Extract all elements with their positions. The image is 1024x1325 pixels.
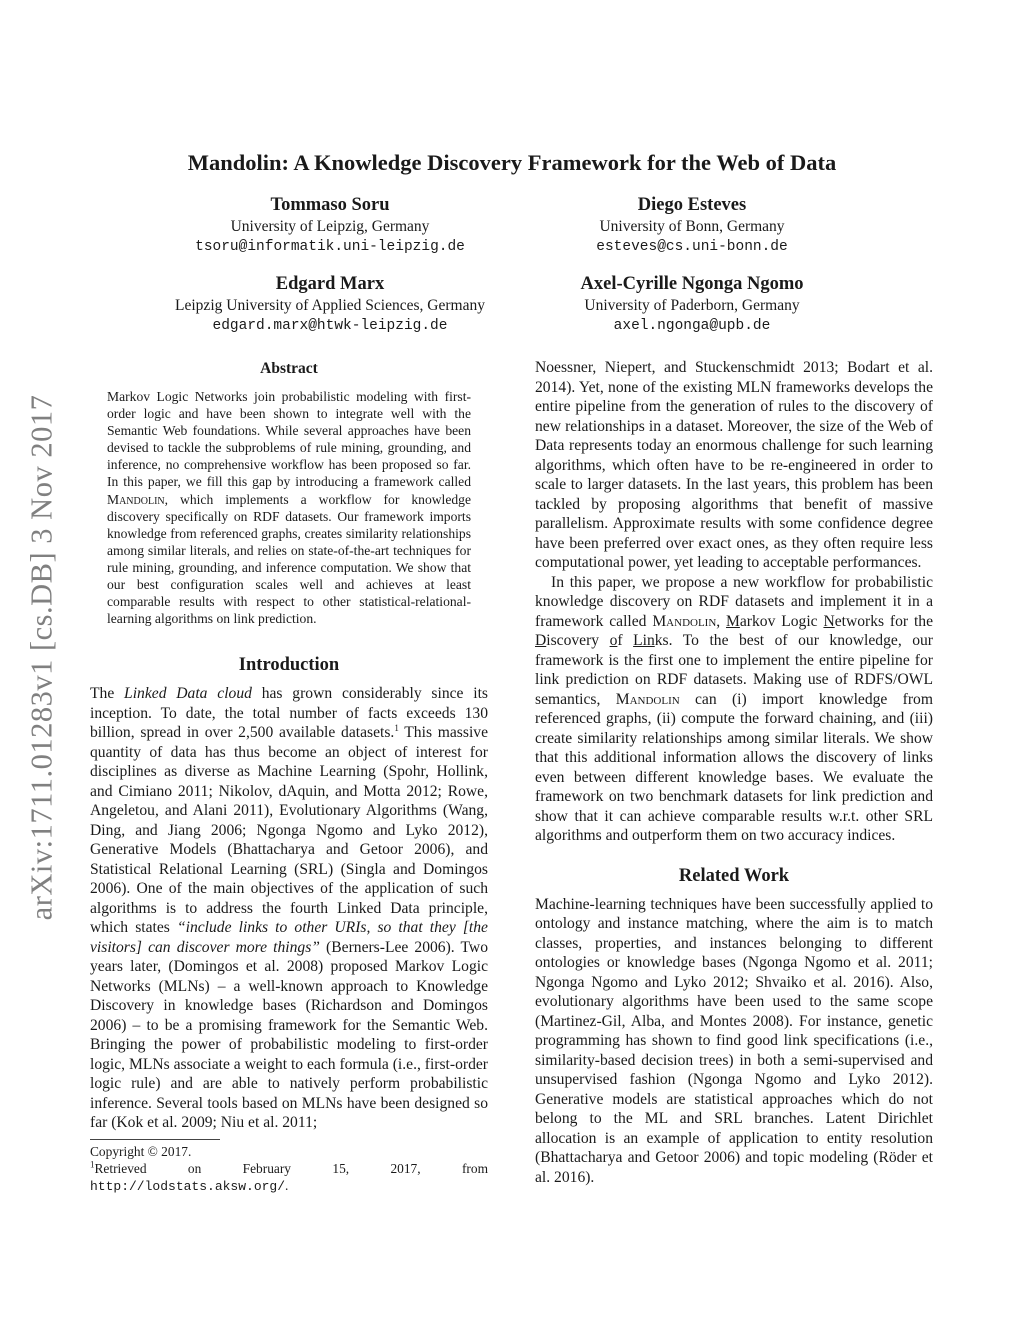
footnote-text: . — [285, 1177, 289, 1193]
related-work-heading: Related Work — [678, 865, 790, 886]
acronym-letter: N — [823, 612, 835, 630]
quote-part: “include links to other URIs, so that they [ — [176, 919, 469, 937]
related-work-paragraph: Machine-learning techniques have been successfully applied to ontology and instance matching, where the aim is to match classes, properties, and instances belonging to different ontologies or knowledge bases (Ngonga Ngomo et al. 2011; Ngonga Ngomo and Lyko 2012; Shvaiko et al. 2016). Also, evolutionary algorithms have been used to the same scope (Martinez-Gil, Alba, and Montes 2008). For instance, genetic programming has shown to find good link specifications (i.e., similarity-based decision trees) in both a semi-supervised and unsupervised fashion (Ngonga Ngomo and Lyko 2012). Generative models are statistical approaches which do not belong to the ML and SRL branches. Latent Dirichlet allocation is an example of application to entity resolution (Bhattacharya and Getoor 2006) and topic modeling (Röder et al. 2016). — [535, 895, 933, 1186]
text-run: This massive quantity of data has thus become an object of interest for disciplines as diverse as Machine Learning (Spohr, Hollink, and Cimiano 2011; Nikolov, dAquin, and Motta 2012; Rowe, Angeletou, and Alani 2011), Evolutionary Algorithms (Wang, Ding, and Jiang 2006; Ngonga Ngomo and Lyko 2012), Generative Models (Bhattacharya and Getoor 2006), and Statistical Relational Learning (SRL) (Singla and Domingos 2006). One of the main objectives of the application of such algorithms is to address the fourth Linked Data principle, which states — [90, 724, 488, 937]
acronym-letter: M — [726, 612, 740, 630]
footnote-text: Retrieved on February 15, 2017, from — [94, 1160, 488, 1176]
abstract-text-part: Markov Logic Networks join probabilistic modeling with first-order logic and have been shown to integrate well with the Semantic Web foundations. While several approaches have been devised to tackle the subproblems of rule mining, grounding, and inference, no comprehensive workflow has been proposed so far. In this paper, we fill this gap by introducing a framework called — [107, 389, 471, 490]
author-block-1 — [120, 194, 540, 257]
author-name: Edgard Marx — [275, 274, 385, 294]
right-column — [535, 358, 933, 1187]
arxiv-identifier-stamp — [20, 355, 64, 960]
author-name: Axel-Cyrille Ngonga Ngomo — [580, 274, 804, 294]
emphasis: Linked Data cloud — [124, 685, 252, 703]
text-run: ks. To the best of our knowledge, our framework is the first one to implement the entire pipeline for link prediction on RDF datasets. Making use of RDFS/OWL semantics, — [535, 632, 933, 708]
acronym-letter: D — [535, 632, 547, 649]
acronym-letter: Lin — [633, 632, 655, 649]
introduction-heading: Introduction — [238, 655, 340, 676]
text-run: , — [716, 612, 727, 630]
author-name: Diego Esteves — [637, 195, 747, 215]
text-run: etworks for the — [834, 612, 933, 630]
text-run: f — [617, 632, 634, 649]
text-run: iscovery — [546, 632, 610, 649]
abstract-text-part: , which implements a workflow for knowledge discovery specifically on RDF datasets. Our framework imports knowledge from referenced graphs, creates similarity relationships among similar literals, and relies on state-of-the-art techniques for rule mining, grounding, and inference computation. We show that our best configuration scales well and achieves at least comparable results with respect to other statistical-relational-learning algorithms on link prediction. — [107, 491, 471, 627]
footnote-divider — [90, 1139, 220, 1140]
author-email: edgard.marx@htwk-leipzig.de — [212, 318, 448, 334]
left-column — [90, 360, 488, 1195]
author-affiliation: University of Bonn, Germany — [599, 218, 785, 235]
text-run: has grown considerably since its inception. To date, the total number of facts exceeds 130 billion, spread in over 2,500 available datasets. — [90, 685, 488, 742]
author-email: tsoru@informatik.uni-leipzig.de — [195, 239, 465, 255]
system-name: Mandolin — [107, 491, 165, 507]
abstract-text — [107, 388, 471, 627]
copyright-notice: Copyright © 2017. — [90, 1143, 192, 1159]
text-run: In this paper, we propose a new workflow for probabilistic knowledge discovery on RDF datasets and implement it in a framework called — [535, 573, 933, 630]
quote-part: ] can discover more things” — [135, 938, 320, 956]
introduction-paragraph-2 — [535, 573, 933, 846]
paper-title: Mandolin: A Knowledge Discovery Framework for the Web of Data — [187, 150, 837, 175]
author-name: Tommaso Soru — [270, 195, 390, 215]
footnote-marker: 1 — [90, 1159, 95, 1170]
system-name: Mandolin — [615, 690, 680, 708]
introduction-paragraph-1 — [90, 684, 488, 1133]
arxiv-id-text: arXiv:1711.01283v1 [cs.DB] 3 Nov 2017 — [24, 394, 59, 921]
quote-part: the visitors — [90, 919, 488, 956]
text-run: (Berners-Lee 2006). Two years later, (Domingos et al. 2008) proposed Markov Logic Networks (MLNs) – a well-known approach to Knowledge Discovery in knowledge bases (Richardson and Domingos 2006) – to be a promising framework for the Semantic Web. Bringing the power of probabilistic modeling to first-order logic, MLNs associate a weight to each formula (i.e., first-order logic rule) and are able to natively perform probabilistic inference. Several tools based on MLNs have been designed so far (Kok et al. 2009; Niu et al. 2011; — [90, 938, 488, 1132]
footnote-marker: 1 — [394, 723, 399, 734]
acronym-letter: o — [609, 632, 618, 649]
author-block-3 — [120, 273, 540, 336]
system-name: Mandolin — [652, 612, 717, 630]
author-affiliation: University of Paderborn, Germany — [584, 297, 800, 314]
author-affiliation: University of Leipzig, Germany — [230, 218, 430, 235]
author-block-2 — [482, 194, 902, 257]
footnote-1 — [90, 1160, 488, 1195]
author-block-4 — [482, 273, 902, 336]
author-affiliation: Leipzig University of Applied Sciences, Germany — [175, 297, 485, 314]
text-run: Noessner, Niepert, and Stuckenschmidt 2013; Bodart et al. 2014). Yet, none of the existing MLN frameworks develops the entire pipeline from the generation of rules to the discovery of new relationships in a dataset. Moreover, the size of the Web of Data represents today an enormous challenge for such learning algorithms, which often have to be re-engineered in order to scale to larger datasets. In the last years, this problem has been tackled by proposing algorithms that benefit of massive parallelism. Approximate results with some confidence degree have been preferred over exact ones, as they often require less computational power, yet leading to acceptable performances. — [535, 359, 933, 571]
text-run: can (i) import knowledge from referenced graphs, (ii) compute the forward chaining, and (iii) create similarity relationships among similar literals. We show that this additional information allows the discovery of links even between different knowledge bases. We evaluate the framework on two benchmark datasets for link prediction and show that it can achieve comparable results w.r.t. other SRL algorithms and outperform them on two accuracy indices. — [535, 690, 933, 844]
text-run: The — [90, 685, 125, 703]
introduction-paragraph-1-continued — [535, 358, 933, 573]
abstract-heading: Abstract — [260, 360, 318, 377]
author-email: axel.ngonga@upb.de — [613, 318, 771, 334]
text-run: arkov Logic — [739, 612, 824, 630]
author-email: esteves@cs.uni-bonn.de — [596, 239, 788, 255]
footnote-url[interactable]: http://lodstats.aksw.org/ — [90, 1178, 286, 1194]
